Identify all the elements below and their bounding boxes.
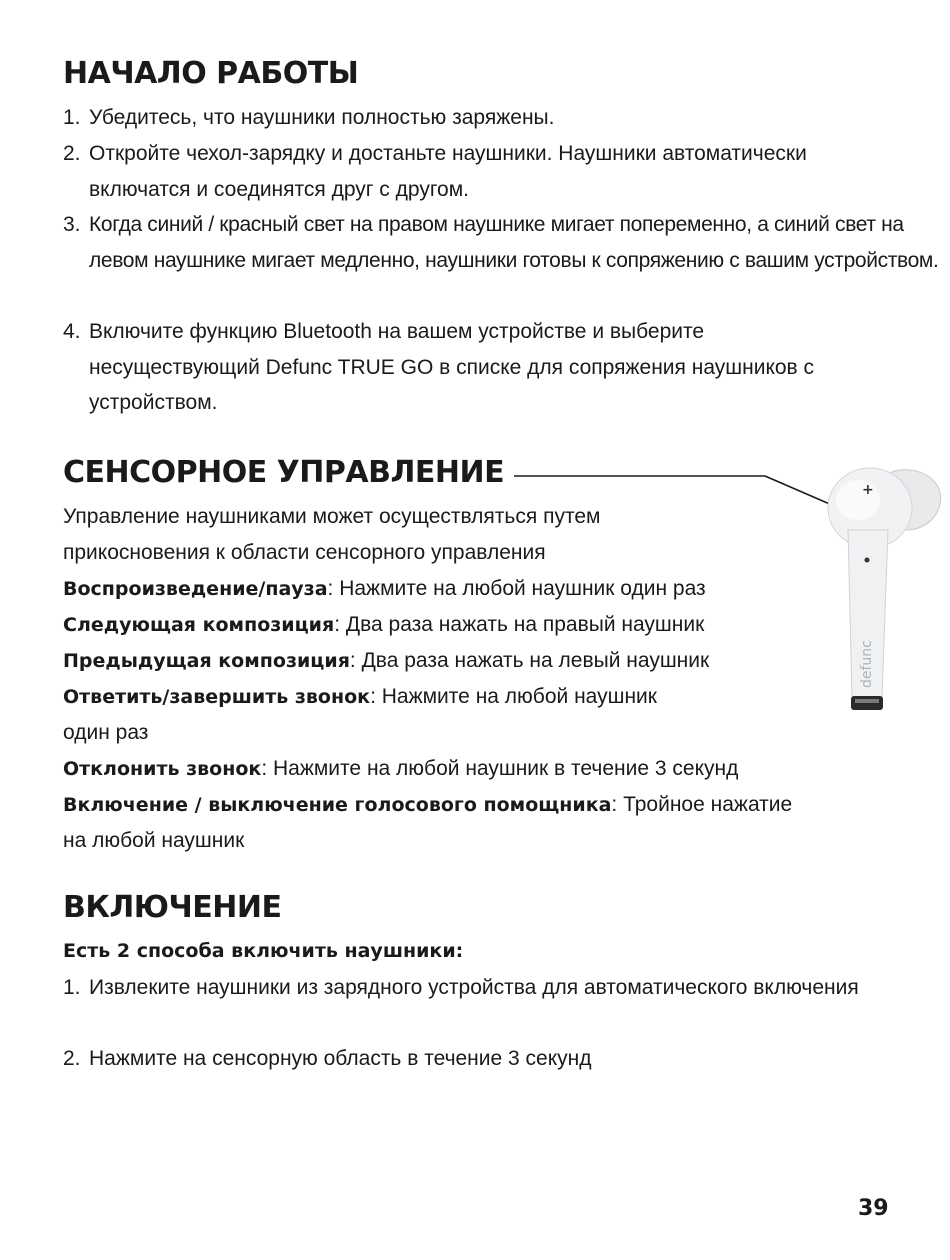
- control-label: Включение / выключение голосового помощника: [63, 794, 612, 816]
- control-label: Воспроизведение/пауза: [63, 578, 328, 600]
- control-row: [63, 643, 709, 679]
- control-row: [63, 607, 704, 643]
- list-text: Убедитесь, что наушники полностью заряжены.: [89, 106, 555, 129]
- control-row: [63, 787, 792, 823]
- list-text: Нажмите на сенсорную область в течение 3 секунд: [89, 1047, 592, 1070]
- control-text: : Нажмите на любой наушник один раз: [327, 577, 706, 600]
- control-label: Ответить/завершить звонок: [63, 686, 371, 708]
- list-number: 2.: [63, 1047, 81, 1070]
- earbud-mic-dot: [865, 558, 870, 563]
- list-number: 4.: [63, 320, 81, 343]
- control-row: [63, 751, 738, 787]
- list-number: 1.: [63, 106, 81, 129]
- control-text: : Нажмите на любой наушник: [370, 685, 657, 708]
- section-subtitle: [63, 933, 463, 969]
- list-item: [63, 1041, 948, 1077]
- list-number: 2.: [63, 142, 81, 165]
- list-item: [63, 970, 933, 1006]
- section-title-power-on: ВКЛЮЧЕНИЕ: [63, 890, 282, 925]
- control-row: [63, 679, 657, 715]
- earbud-plus-icon: +: [862, 482, 874, 498]
- list-item: [63, 314, 863, 421]
- control-text: : Нажмите на любой наушник в течение 3 секунд: [261, 757, 739, 780]
- section-title-getting-started: НАЧАЛО РАБОТЫ: [63, 56, 359, 91]
- control-label: Следующая композиция: [63, 614, 335, 636]
- touch-intro-line: прикосновения к области сенсорного управления: [63, 541, 546, 564]
- list-text: Включите функцию Bluetooth на вашем устройстве и выберите несуществующий Defunc TRUE GO в списке для сопряжения наушников с устройством.: [89, 320, 815, 414]
- list-text: Откройте чехол-зарядку и достаньте наушники. Наушники автоматически включатся и соединятся друг с другом.: [89, 142, 807, 201]
- control-row-continued: на любой наушник: [63, 829, 245, 852]
- list-text: Когда синий / красный свет на правом наушнике мигает попеременно, а синий свет на левом наушнике мигает медленно, наушники готовы к сопряжению с вашим устройством.: [89, 213, 939, 272]
- list-number: 3.: [63, 213, 81, 236]
- list-text: Извлеките наушники из зарядного устройства для автоматического включения: [89, 976, 859, 999]
- control-label: Отклонить звонок: [63, 758, 262, 780]
- control-row-continued: один раз: [63, 721, 149, 744]
- control-label: Предыдущая композиция: [63, 650, 350, 672]
- touch-intro-line: Управление наушниками может осуществляться путем: [63, 505, 601, 528]
- control-row: [63, 571, 706, 607]
- page-number: 39: [858, 1196, 889, 1221]
- list-item: [63, 136, 863, 207]
- subtitle-text: Есть 2 способа включить наушники:: [63, 940, 464, 962]
- list-item: [63, 207, 948, 278]
- list-item: [63, 100, 948, 136]
- control-text: : Два раза нажать на правый наушник: [334, 613, 705, 636]
- control-text: : Два раза нажать на левый наушник: [349, 649, 710, 672]
- control-text: : Тройное нажатие: [611, 793, 793, 816]
- earbud-brand-logo: defunc: [859, 640, 875, 688]
- list-number: 1.: [63, 976, 81, 999]
- section-title-touch-control: СЕНСОРНОЕ УПРАВЛЕНИЕ: [63, 455, 505, 490]
